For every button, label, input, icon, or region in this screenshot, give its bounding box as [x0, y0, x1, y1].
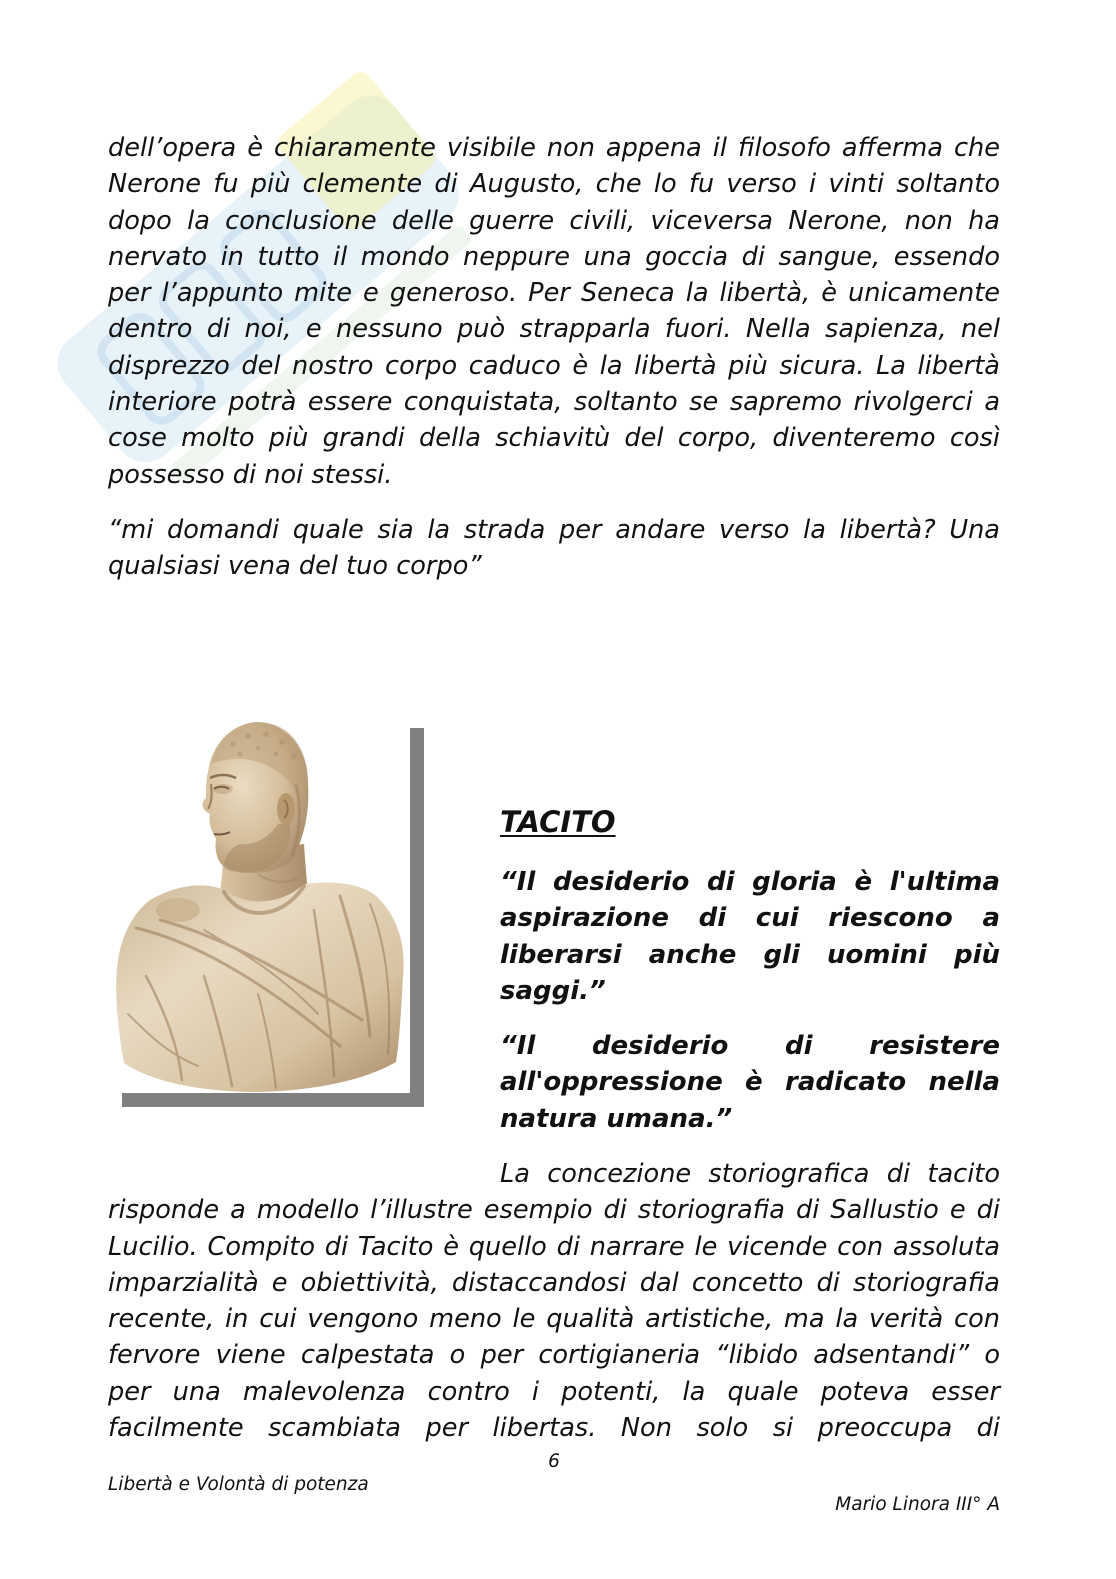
quote-2: [500, 1028, 1000, 1137]
footer-author: Mario Linora III° A: [835, 1494, 1000, 1515]
text-line: interiore potrà essere conquistata, soltanto se sapremo rivolgerci a: [108, 387, 1000, 418]
bust-head: [203, 722, 309, 873]
text-line: per l’appunto mite e generoso. Per Seneca la libertà, è unicamente: [108, 278, 1000, 309]
quote-line: “Il desiderio di gloria è l'ultima: [500, 867, 1000, 897]
quote-line: saggi.”: [500, 975, 606, 1006]
body-paragraph-3: [108, 1156, 1000, 1446]
body-paragraph-2: [108, 512, 1000, 585]
text-line: dopo la conclusione delle guerre civili, viceversa Nerone, non ha: [108, 205, 1000, 236]
text-line: qualsiasi vena del tuo corpo”: [108, 551, 482, 582]
text-line: recente, in cui vengono meno le qualità artistiche, ma la verità con: [108, 1304, 1000, 1335]
text-line: La concezione storiografica di tacito: [500, 1159, 1000, 1189]
text-line: imparzialità e obiettività, distaccandosi dal concetto di storiografia: [108, 1267, 1000, 1298]
text-line: Lucilio. Compito di Tacito è quello di narrare le vicende con assoluta: [108, 1231, 1000, 1262]
quote-line: all'oppressione è radicato nella: [500, 1067, 1000, 1098]
text-line: “mi domandi quale sia la strada per andare verso la libertà? Una: [108, 515, 1000, 545]
bust-image: [108, 714, 410, 1093]
quote-line: “Il desiderio di resistere: [500, 1031, 1000, 1061]
quote-line: liberarsi anche gli uomini più: [500, 939, 1000, 970]
page-number: 6: [548, 1451, 560, 1472]
text-line: nervato in tutto il mondo neppure una goccia di sangue, essendo: [108, 241, 1000, 272]
text-line: dell’opera è chiaramente visibile non appena il filosofo afferma che: [108, 133, 1000, 163]
bust-toga: [116, 883, 403, 1093]
quote-line: aspirazione di cui riescono a: [500, 903, 1000, 934]
section-heading: TACITO: [500, 805, 616, 839]
text-line: fervore viene calpestata o per cortigianeria “libido adsentandi” o: [108, 1340, 1000, 1371]
text-line: per una malevolenza contro i potenti, la quale poteva esser: [108, 1376, 1000, 1407]
bust-illustration: [108, 714, 410, 1093]
text-line: disprezzo del nostro corpo caduco è la libertà più sicura. La libertà: [108, 350, 1000, 381]
text-line: facilmente scambiata per libertas. Non solo si preoccupa di: [108, 1413, 1000, 1444]
quote-line: natura umana.”: [500, 1103, 733, 1134]
text-line: Nerone fu più clemente di Augusto, che lo fu verso i vinti soltanto: [108, 169, 1000, 200]
text-line: possesso di noi stessi.: [108, 459, 393, 490]
text-line: risponde a modello l’illustre esempio di storiografia di Sallustio e di: [108, 1195, 1000, 1226]
text-line: dentro di noi, e nessuno può strapparla fuori. Nella sapienza, nel: [108, 314, 1000, 345]
quote-1: [500, 864, 1000, 1009]
footer-document-title: Libertà e Volontà di potenza: [108, 1474, 369, 1495]
text-line: cose molto più grandi della schiavitù del corpo, diventeremo così: [108, 423, 1000, 454]
body-paragraph-1: [108, 130, 1000, 493]
